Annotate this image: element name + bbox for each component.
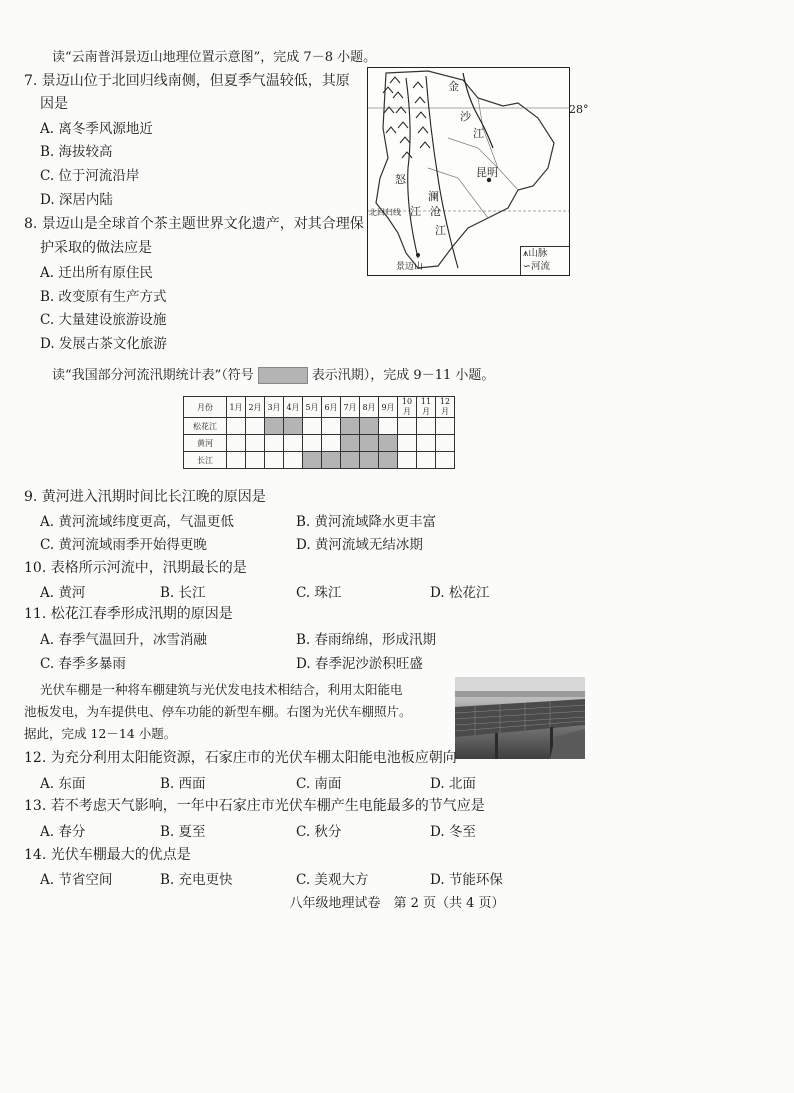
section3-intro-line2: 池板发电，为车提供电、停车功能的新型车棚。右图为光伏车棚照片。 xyxy=(24,704,412,719)
q11-option-a: A. 春季气温回升，冰雪消融 xyxy=(40,632,207,648)
page-footer: 八年级地理试卷 第 2 页（共 4 页） xyxy=(289,896,505,911)
month-cell xyxy=(227,452,246,469)
q12-option-b: B. 西面 xyxy=(160,776,206,792)
map-label-jingmai: 景迈山 xyxy=(396,262,424,272)
map-label-lan: 澜 xyxy=(428,190,439,203)
q9-option-c: C. 黄河流域雨季开始得更晚 xyxy=(40,537,207,553)
q13-option-a: A. 春分 xyxy=(40,824,86,840)
month-cell xyxy=(398,435,417,452)
month-cell xyxy=(227,418,246,435)
mountain-icon: ⩚ xyxy=(523,248,529,259)
month-cell xyxy=(398,418,417,435)
q8-option-c: C. 大量建设旅游设施 xyxy=(40,312,167,328)
section3-intro-line1: 光伏车棚是一种将车棚建筑与光伏发电技术相结合，利用太阳能电 xyxy=(40,682,403,697)
flood-table-corner: 月份 xyxy=(184,397,227,418)
q10-option-d: D. 松花江 xyxy=(430,585,490,601)
month-header: 9月 xyxy=(379,397,398,418)
month-cell xyxy=(436,452,455,469)
q7-stem-line1: 7. 景迈山位于北回归线南侧，但夏季气温较低，其原 xyxy=(24,73,350,89)
q9-option-a: A. 黄河流域纬度更高，气温更低 xyxy=(40,514,234,530)
map-label-tropic: 北回归线 xyxy=(369,208,401,217)
flood-month-cell xyxy=(360,435,379,452)
river-name: 松花江 xyxy=(184,418,227,435)
month-header: 11月 xyxy=(417,397,436,418)
q8-option-a: A. 迁出所有原住民 xyxy=(40,265,153,281)
map-latitude-label: 28° xyxy=(569,103,589,116)
flood-month-cell xyxy=(379,452,398,469)
month-cell xyxy=(265,452,284,469)
flood-table-header-row xyxy=(184,397,455,418)
map-label-kunming: 昆明 xyxy=(476,166,498,179)
q10-option-a: A. 黄河 xyxy=(40,585,86,601)
q10-stem: 10. 表格所示河流中，汛期最长的是 xyxy=(24,560,247,576)
month-cell xyxy=(303,435,322,452)
q7-option-d: D. 深居内陆 xyxy=(40,192,113,208)
flood-month-cell xyxy=(360,418,379,435)
month-header: 5月 xyxy=(303,397,322,418)
q11-stem: 11. 松花江春季形成汛期的原因是 xyxy=(24,606,233,622)
flood-month-cell xyxy=(284,418,303,435)
q12-option-d: D. 北面 xyxy=(430,776,476,792)
map-label-jiang-2: 江 xyxy=(410,205,421,218)
table-row xyxy=(184,418,455,435)
month-header: 2月 xyxy=(246,397,265,418)
q14-stem: 14. 光伏车棚最大的优点是 xyxy=(24,847,191,863)
month-cell xyxy=(417,435,436,452)
flood-month-cell xyxy=(265,418,284,435)
section2-intro: 读“我国部分河流汛期统计表”（符号 表示汛期），完成 9－11 小题。 xyxy=(52,368,495,383)
map-label-nu: 怒 xyxy=(395,173,406,186)
month-cell xyxy=(246,435,265,452)
month-cell xyxy=(284,435,303,452)
q8-option-d: D. 发展古茶文化旅游 xyxy=(40,336,167,352)
q9-stem: 9. 黄河进入汛期时间比长江晚的原因是 xyxy=(24,489,266,505)
section1-intro: 读“云南普洱景迈山地理位置示意图”，完成 7－8 小题。 xyxy=(52,50,377,65)
q11-option-d: D. 春季泥沙淤积旺盛 xyxy=(296,656,423,672)
q11-option-c: C. 春季多暴雨 xyxy=(40,656,126,672)
q7-option-b: B. 海拔较高 xyxy=(40,144,113,160)
q13-option-c: C. 秋分 xyxy=(296,824,342,840)
month-header: 7月 xyxy=(341,397,360,418)
month-cell xyxy=(246,452,265,469)
flood-month-cell xyxy=(341,418,360,435)
flood-month-cell xyxy=(379,435,398,452)
q12-option-a: A. 东面 xyxy=(40,776,86,792)
river-icon: ∽ xyxy=(523,261,531,272)
flood-month-cell xyxy=(360,452,379,469)
month-cell xyxy=(436,435,455,452)
q13-option-b: B. 夏至 xyxy=(160,824,206,840)
q14-option-d: D. 节能环保 xyxy=(430,872,503,888)
map-label-cang: 沧 xyxy=(430,205,441,218)
q12-stem: 12. 为充分利用太阳能资源，石家庄市的光伏车棚太阳能电池板应朝向 xyxy=(24,750,457,766)
q8-stem-line2: 护采取的做法应是 xyxy=(40,240,152,256)
q10-option-c: C. 珠江 xyxy=(296,585,342,601)
month-cell xyxy=(322,435,341,452)
month-cell xyxy=(265,435,284,452)
q14-option-a: A. 节省空间 xyxy=(40,872,113,888)
q14-option-b: B. 充电更快 xyxy=(160,872,233,888)
flood-month-cell xyxy=(322,452,341,469)
month-cell xyxy=(417,418,436,435)
month-cell xyxy=(379,418,398,435)
flood-season-table xyxy=(183,396,455,469)
legend-mountain: ⩚山脉 xyxy=(523,248,548,259)
flood-symbol-sample xyxy=(258,367,308,384)
map-legend xyxy=(520,246,569,275)
q9-option-b: B. 黄河流域降水更丰富 xyxy=(296,514,437,530)
flood-month-cell xyxy=(341,452,360,469)
table-row xyxy=(184,452,455,469)
solar-panel-illustration xyxy=(455,677,585,759)
month-cell xyxy=(303,418,322,435)
flood-month-cell xyxy=(303,452,322,469)
month-header: 1月 xyxy=(227,397,246,418)
month-header: 4月 xyxy=(284,397,303,418)
month-cell xyxy=(227,435,246,452)
month-header: 10月 xyxy=(398,397,417,418)
q10-option-b: B. 长江 xyxy=(160,585,206,601)
q7-option-a: A. 离冬季风源地近 xyxy=(40,121,153,137)
q14-option-c: C. 美观大方 xyxy=(296,872,369,888)
flood-month-cell xyxy=(341,435,360,452)
table-row xyxy=(184,435,455,452)
legend-river: ∽河流 xyxy=(523,261,550,272)
q7-option-c: C. 位于河流沿岸 xyxy=(40,168,140,184)
month-header: 3月 xyxy=(265,397,284,418)
month-header: 12月 xyxy=(436,397,455,418)
section3-intro-line3: 据此，完成 12－14 小题。 xyxy=(24,726,177,741)
river-name: 黄河 xyxy=(184,435,227,452)
month-cell xyxy=(398,452,417,469)
solar-carport-photo xyxy=(455,677,585,759)
river-name: 长江 xyxy=(184,452,227,469)
map-label-jin: 金 xyxy=(448,80,459,93)
yunnan-location-map xyxy=(367,67,570,276)
q9-option-d: D. 黄河流域无结冰期 xyxy=(296,537,423,553)
q12-option-c: C. 南面 xyxy=(296,776,342,792)
month-cell xyxy=(436,418,455,435)
month-header: 6月 xyxy=(322,397,341,418)
month-cell xyxy=(417,452,436,469)
map-label-jiang-3: 江 xyxy=(435,224,446,237)
month-cell xyxy=(322,418,341,435)
month-header: 8月 xyxy=(360,397,379,418)
q7-stem-line2: 因是 xyxy=(40,96,68,112)
q8-option-b: B. 改变原有生产方式 xyxy=(40,289,167,305)
map-label-jiang-1: 江 xyxy=(473,127,484,140)
q11-option-b: B. 春雨绵绵，形成汛期 xyxy=(296,632,437,648)
map-label-sha: 沙 xyxy=(460,110,471,123)
month-cell xyxy=(246,418,265,435)
q8-stem-line1: 8. 景迈山是全球首个茶主题世界文化遗产，对其合理保 xyxy=(24,216,364,232)
q13-option-d: D. 冬至 xyxy=(430,824,476,840)
q13-stem: 13. 若不考虑天气影响，一年中石家庄市光伏车棚产生电能最多的节气应是 xyxy=(24,798,485,814)
month-cell xyxy=(284,452,303,469)
